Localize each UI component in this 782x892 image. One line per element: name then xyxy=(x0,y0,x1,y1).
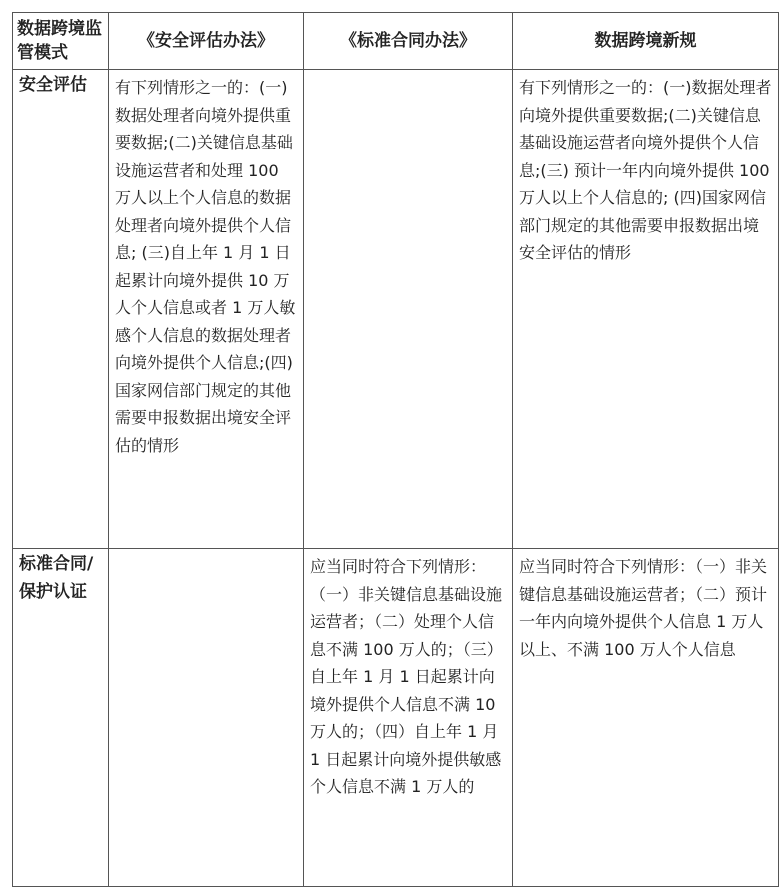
cell-standard-contract-measures xyxy=(304,70,513,549)
cell-new-rules: 应当同时符合下列情形：（一）非关键信息基础设施运营者；（二）预计一年内向境外提供个人信息 1 万人以上、不满 100 万人个人信息 xyxy=(513,549,779,887)
header-security-assessment-measures: 《安全评估办法》 xyxy=(109,13,304,70)
row-mode-label: 标准合同/保护认证 xyxy=(13,549,109,887)
regulation-comparison-table xyxy=(12,12,779,887)
header-supervision-mode: 数据跨境监管模式 xyxy=(13,13,109,70)
header-row xyxy=(13,13,779,70)
row-mode-label: 安全评估 xyxy=(13,70,109,549)
cell-security-assessment-measures xyxy=(109,549,304,887)
cell-security-assessment-measures: 有下列情形之一的：(一)数据处理者向境外提供重要数据;(二)关键信息基础设施运营者和处理 100 万人以上个人信息的数据处理者向境外提供个人信息; (三)自上年 1 月 1 日起累计向境外提供 10 万人个人信息或者 1 万人敏感个人信息的数据处理者向境外提供个人信息;(四)国家网信部门规定的其他需要申报数据出境安全评估的情形 xyxy=(109,70,304,549)
cell-standard-contract-measures: 应当同时符合下列情形：（一）非关键信息基础设施运营者；（二）处理个人信息不满 100 万人的；（三）自上年 1 月 1 日起累计向境外提供个人信息不满 10 万人的；（四）自上年 1 月 1 日起累计向境外提供敏感个人信息不满 1 万人的 xyxy=(304,549,513,887)
header-new-rules: 数据跨境新规 xyxy=(513,13,779,70)
regulation-comparison-table-wrapper xyxy=(12,12,778,887)
table-row xyxy=(13,549,779,887)
table-row xyxy=(13,70,779,549)
header-standard-contract-measures: 《标准合同办法》 xyxy=(304,13,513,70)
cell-new-rules: 有下列情形之一的：(一)数据处理者向境外提供重要数据;(二)关键信息基础设施运营者向境外提供个人信息;(三) 预计一年内向境外提供 100 万人以上个人信息的; (四)国家网信部门规定的其他需要申报数据出境安全评估的情形 xyxy=(513,70,779,549)
